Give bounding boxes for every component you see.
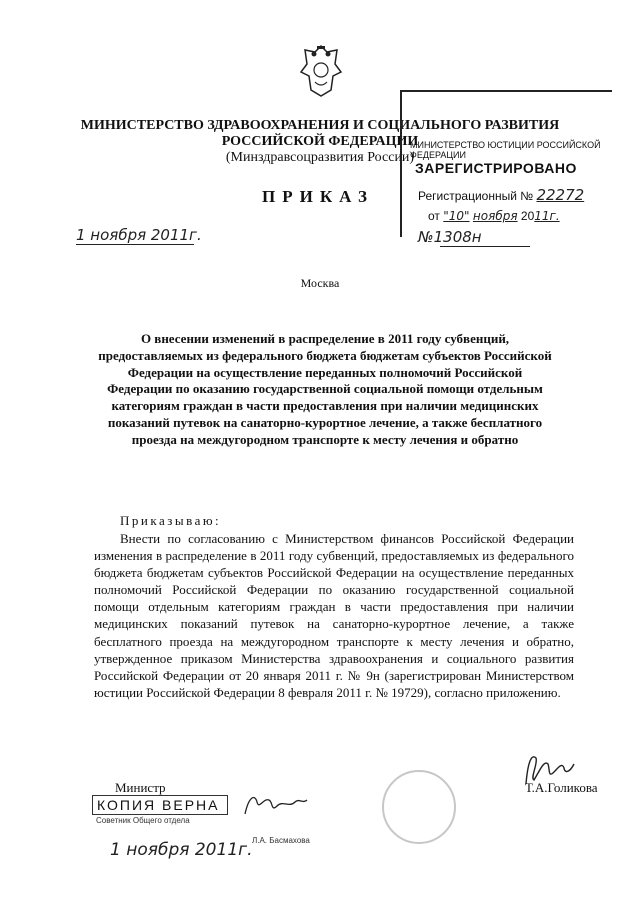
copy-stamp-role: Советник Общего отдела — [96, 816, 190, 825]
copy-certifier-name: Л.А. Басмахова — [252, 836, 310, 845]
order-subject-heading: О внесении изменений в распределение в 2011 году субвенций, предоставляемых из федерального бюджета бюджетам субъектов Российской Федерации на осуществление переданных полномочий Российской Федерации по оказанию государственной социальной помощи отдельным категориям граждан в части предоставления при наличии медицинских показаний путевок на санаторно-курортное лечение, а также бесплатного проезда на междугородном транспорте к месту лечения и обратно — [98, 331, 552, 447]
order-city: Москва — [300, 276, 340, 290]
order-number: №1308н — [418, 228, 482, 246]
stamp-date-year-prefix: 20 — [520, 209, 535, 223]
stamp-registration-number — [418, 186, 584, 204]
stamp-status: ЗАРЕГИСТРИРОВАНО — [415, 160, 577, 176]
copy-certified-stamp: КОПИЯ ВЕРНА — [92, 795, 228, 815]
stamp-authority: МИНИСТЕРСТВО ЮСТИЦИИ РОССИЙСКОЙ ФЕДЕРАЦИИ — [410, 140, 601, 160]
copy-certified-date: 1 ноября 2011г. — [110, 840, 253, 860]
stamp-date-day: "10" — [443, 209, 470, 223]
stamp-date-month: ноября — [472, 209, 518, 223]
order-number-underline — [440, 246, 530, 247]
stamp-date — [428, 209, 560, 223]
signatory-position: Министр — [115, 780, 166, 795]
signatory-name: Т.А.Голикова — [525, 780, 598, 795]
order-title: ПРИКАЗ — [262, 187, 374, 206]
ministry-name-line2: РОССИЙСКОЙ ФЕДЕРАЦИИ — [221, 134, 419, 149]
ministry-short-name: (Минздравсоцразвития России) — [225, 150, 415, 165]
copy-certifier-signature — [241, 790, 311, 820]
ministry-name-line1: МИНИСТЕРСТВО ЗДРАВООХРАНЕНИЯ И СОЦИАЛЬНОГО РАЗВИТИЯ — [80, 118, 560, 133]
stamp-number-value: 22272 — [536, 186, 585, 204]
stamp-number-label: Регистрационный № — [418, 189, 534, 203]
order-date: 1 ноября 2011г. — [76, 226, 202, 244]
official-seal — [382, 770, 456, 844]
order-date-underline — [76, 244, 194, 245]
stamp-date-year: 11г. — [534, 209, 560, 223]
order-body-paragraph: Внести по согласованию с Министерством финансов Российской Федерации изменения в распределение в 2011 году субвенций, предоставляемых из федерального бюджета бюджетам субъектов Российской Федерации на осуществление переданных полномочий Российской Федерации по оказанию государственной социальной помощи отдельным категориям граждан в части предоставления при наличии медицинских показаний путевок на санаторно-курортное лечение, а также бесплатного проезда на междугородном транспорте к месту лечения и обратно, утвержденное приказом Министерства здравоохранения и социального развития Российской Федерации от 20 января 2011 г. № 9н (зарегистрирован Министерством юстиции Российской Федерации 8 февраля 2011 г. № 19729), согласно приложению. — [94, 531, 574, 700]
state-emblem — [297, 42, 345, 98]
decree-word: Приказываю: — [120, 513, 222, 528]
stamp-date-prefix: от — [428, 209, 440, 223]
